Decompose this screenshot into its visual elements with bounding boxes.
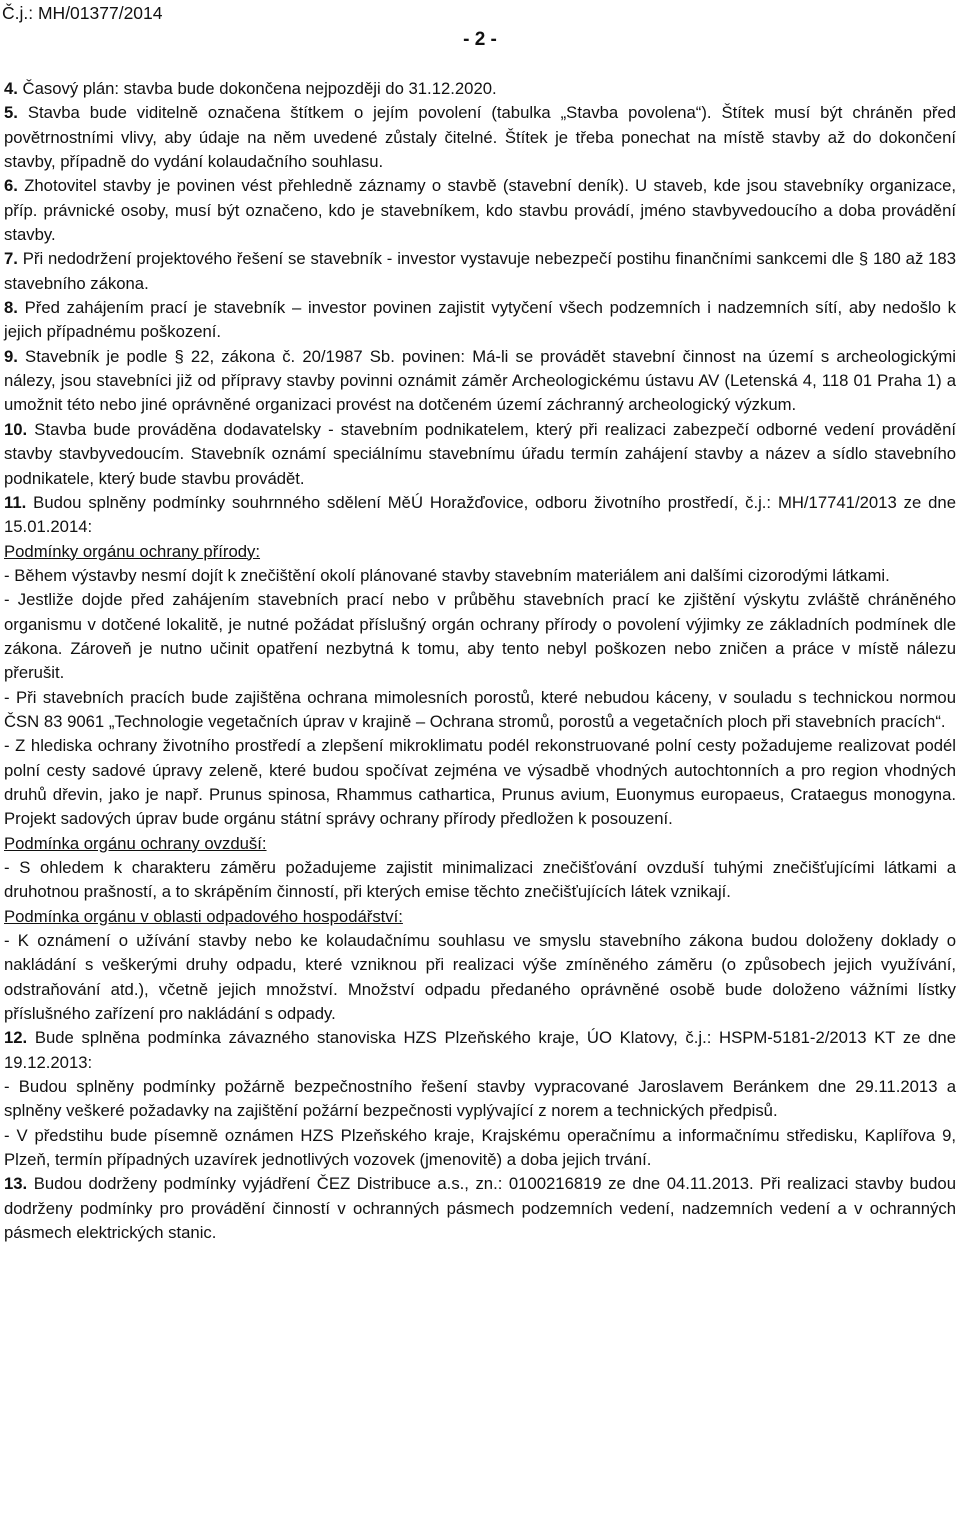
condition-text: - V předstihu bude písemně oznámen HZS Plzeňského kraje, Krajskému operačnímu a informačnímu středisku, Kaplířova 9, Plzeň, termín případných uzavírek jednotlivých vozovek (jmenovitě) a doba jejich trvání. <box>4 1125 956 1170</box>
numbered-condition <box>4 418 956 491</box>
condition-text: - Jestliže dojde před zahájením stavebních prací nebo v průběhu stavebních prací ke zjištění výskytu zvláště chráněného organismu v dotčené lokalitě, je nutné požádat příslušný orgán ochrany přírody o povolení výjimky ze základních podmínek dle zákona. Zároveň je nutno učinit opatření nezbytná k tomu, aby tento nebyl poškozen nebo zničen a práce v místě nálezu přerušit. <box>4 590 956 683</box>
page-number: - 2 - <box>463 29 497 50</box>
condition-paragraph <box>4 1075 956 1124</box>
condition-text: Bude splněna podmínka závazného stanoviska HZS Plzeňského kraje, ÚO Klatovy, č.j.: HSPM-5181-2/2013 KT ze dne 19.12.2013: <box>4 1028 956 1072</box>
condition-number: 13. <box>4 1174 28 1194</box>
condition-paragraph <box>4 564 956 588</box>
section-heading: Podmínky orgánu ochrany přírody: <box>4 541 261 561</box>
condition-number: 9. <box>4 346 18 366</box>
condition-text: Před zahájením prací je stavebník – investor povinen zajistit vytyčení všech podzemních i nadzemních sítí, aby nedošlo k jejich případnému poškození. <box>4 298 956 342</box>
section-heading: Podmínka orgánu ochrany ovzduší: <box>4 833 267 853</box>
condition-paragraph <box>4 929 956 1026</box>
condition-text: Stavebník je podle § 22, zákona č. 20/1987 Sb. povinen: Má-li se provádět stavební činnost na území s archeologickými nálezy, jsou stavebníci již od přípravy stavby povinni oznámit záměr Archeologickému ústavu AV (Letenská 4, 118 01 Praha 1) a umožnit této nebo jiné oprávněné organizaci provést na dotčeném území záchranný archeologický výzkum. <box>4 346 956 415</box>
condition-text: Časový plán: stavba bude dokončena nejpozději do 31.12.2020. <box>17 79 497 98</box>
condition-text: Při nedodržení projektového řešení se stavebník - investor vystavuje nebezpečí postihu finančními sankcemi dle § 180 až 183 stavebního zákona. <box>4 249 956 293</box>
numbered-condition <box>4 345 956 418</box>
numbered-condition <box>4 491 956 540</box>
condition-number: 7. <box>4 249 18 269</box>
numbered-condition <box>4 77 956 101</box>
condition-number: 11. <box>4 492 27 512</box>
document-body <box>4 77 956 1246</box>
numbered-condition <box>4 101 956 174</box>
numbered-condition <box>4 1026 956 1075</box>
condition-paragraph <box>4 588 956 685</box>
condition-paragraph <box>4 856 956 905</box>
condition-text: - Při stavebních pracích bude zajištěna ochrana mimolesních porostů, které nebudou káceny, v souladu s technickou normou ČSN 83 9061 „Technologie vegetačních úprav v krajině – Ochrana stromů, porostů a vegetačních ploch při stavebních pracích“. <box>4 687 956 731</box>
numbered-condition <box>4 1172 956 1245</box>
section-heading: Podmínka orgánu v oblasti odpadového hospodářství: <box>4 906 403 926</box>
numbered-condition <box>4 296 956 345</box>
condition-number: 12. <box>4 1028 28 1048</box>
condition-text: Stavba bude viditelně označena štítkem o jejím povolení (tabulka „Stavba povolena“). Štítek musí být chráněn před povětrnostními vlivy, aby údaje na něm uvedené zůstaly čitelné. Štítek je třeba ponechat na místě stavby až do dokončení stavby, případně do vydání kolaudačního souhlasu. <box>4 103 956 172</box>
condition-text: - Během výstavby nesmí dojít k znečištění okolí plánované stavby stavebním materiálem ani dalšími cizorodými látkami. <box>4 565 890 585</box>
condition-paragraph <box>4 686 956 735</box>
condition-paragraph <box>4 1124 956 1173</box>
condition-text: - K oznámení o užívání stavby nebo ke kolaudačnímu souhlasu ve smyslu stavebního zákona budou doloženy doklady o nakládání s veškerými druhy odpadu, které vzniknou při realizaci výše zmíněného záměru (o způsobech jejich využívání, odstraňování atd.), včetně jejich množství. Množství odpadu předaného oprávněné osobě bude doloženo vážními lístky příslušného zařízení pro nakládání s odpady. <box>4 931 956 1024</box>
condition-text: Budou dodrženy podmínky vyjádření ČEZ Distribuce a.s., zn.: 0100216819 ze dne 04.11.2013. Při realizaci stavby budou dodrženy podmínky pro provádění činností v ochranných pásmech podzemních vedení, nadzemních vedení a v ochranných pásmech elektrických stanic. <box>4 1174 956 1243</box>
condition-text: Zhotovitel stavby je povinen vést přehledně záznamy o stavbě (stavební deník). U staveb, kde jsou stavebníky organizace, příp. právnické osoby, musí být označeno, kdo je stavebníkem, kdo stavbu provádí, jméno stavbyvedoucího a doba provádění stavby. <box>4 176 956 245</box>
condition-number: 10. <box>4 419 28 439</box>
condition-number: 6. <box>4 176 18 196</box>
numbered-condition <box>4 247 956 296</box>
condition-number: 5. <box>4 103 18 123</box>
condition-text: Budou splněny podmínky souhrnného sdělení MěÚ Horažďovice, odboru životního prostředí, č.j.: MH/17741/2013 ze dne 15.01.2014: <box>4 492 956 537</box>
condition-text: Stavba bude prováděna dodavatelsky - stavebním podnikatelem, který při realizaci zabezpečí odborné vedení provádění stavby stavbyvedoucím. Stavebník oznámí speciálnímu stavebnímu úřadu termín zahájení stavby a název a sídlo stavebního podnikatele, který bude stavbu provádět. <box>4 419 956 488</box>
condition-text: - Z hlediska ochrany životního prostředí a zlepšení mikroklimatu podél rekonstruované polní cesty požadujeme realizovat podél polní cesty sadové úpravy zeleně, které budou spočívat zejména ve výsadbě vhodných autochtonních a pro region vhodných druhů dřevin, jako je např. Prunus spinosa, Rhammus cathartica, Prunus avium, Euonymus europaeus, Crataegus monogyna. Projekt sadových úprav bude orgánu státní správy ochrany přírody předložen k posouzení. <box>4 736 956 829</box>
numbered-condition <box>4 174 956 247</box>
condition-number: 8. <box>4 298 18 318</box>
reference-number: Č.j.: MH/01377/2014 <box>2 3 163 23</box>
condition-number: 4. <box>4 79 18 98</box>
condition-paragraph <box>4 734 956 831</box>
condition-text: - S ohledem k charakteru záměru požadujeme zajistit minimalizaci znečišťování ovzduší tuhými znečišťujícími látkami a druhotnou prašností, a to skrápěním činností, při kterých emise těchto znečišťujících látek vznikají. <box>4 858 956 902</box>
condition-text: - Budou splněny podmínky požárně bezpečnostního řešení stavby vypracované Jaroslavem Beránkem dne 29.11.2013 a splněny veškeré požadavky na zajištění požární bezpečnosti vyplývající z norem a technických předpisů. <box>4 1077 956 1121</box>
